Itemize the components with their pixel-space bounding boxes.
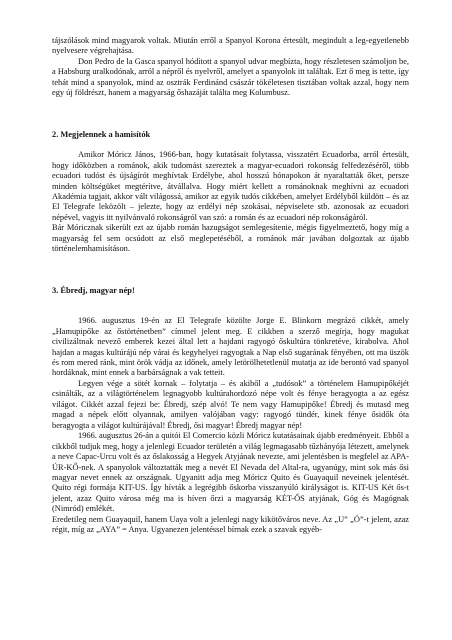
document-page (52, 36, 409, 536)
section-3-heading: 3. Ébredj, magyar nép! (52, 285, 135, 295)
section-3-paragraph-4: Eredetileg nem Guayaquil, hanem Uaya volt a jelenlegi nagy kikötőváros neve. Az „U” „Ó”-t jelent, azaz régit, míg az „AYA” = Anya. Ugyanezen jelentéssel bírnak ezek a szavak egyéb- (52, 514, 409, 535)
section-2-paragraph-1: Amikor Móricz János, 1966-ban, hogy kutatásait folytassa, visszatért Ecuadorba, arról értesült, hogy időközben a románok, akik tudomást szereztek a magyar-ecuadori rokonság felfedezéséről, több ecuadori tudóst és újságírót meghívtak Erdélybe, ahol hosszú hónapokon át nyaraltatták őket, persze minden költségüket megtérítve, átvállalva. Hogy miért kellett a románoknak meghívni az ecuadori Akadémia tagjait, akkor vált világossá, amikor az egyik tudós cikkében, amelyet Erdélyből küldött – és az El Telegrafe leközölt – jelezte, hogy az erdélyi nép szokásai, népviselete stb. azonosak az ecuadori népével, vagyis itt nyilvánvaló rokonságról van szó: a román és az ecuadori nép rokonságáról. (52, 150, 409, 222)
intro-paragraph-2: Don Pedro de la Gasca spanyol hódított a spanyol udvar megbízta, hogy részletesen számoljon be, a Habsburg uralkodónak, arról a népről és nyelvről, amelyet a spanyolok itt találtak. Ezt ő meg is tette, így tehát mind a spanyolok, mind az osztrák Ferdinánd császár tökéletesen tisztában voltak azzal, hogy nem egy új földrészt, hanem a magyarság őshazáját találta meg Kolumbusz. (52, 56, 409, 98)
section-3-paragraph-1: 1966. augusztus 19-én az El Telegrafe közölte Jorge E. Blinkorn megrázó cikkét, amely „Hamupipőke az őstörténetben” címmel jelent meg. E cikkben a szerző megírja, hogy magukat civilizáltnak nevező emberek kezei által lett a hajdani ragyogó őskultúra tönkretéve, kirabolva. Ahol hajdan a magas kultúrájú nép várai és kegyhelyei ragyogtak a Nap első sugarának fényében, ott ma üszök és rom mered ránk, mint örök vádja az időnek, amely letörölhetetlenül mutatja az ide berontó vad spanyol hordáknak, mint ennek a barbárságnak a vak tetteit. (52, 316, 409, 378)
intro-paragraph-1: tájszólások mind magyarok voltak. Miután erről a Spanyol Korona értesült, megindult a leg-egyetlenebb nyelvesere végrehajtása. (52, 36, 409, 56)
section-2-heading: 2. Megjelennek a hamisítók (52, 129, 151, 139)
spacer (52, 255, 409, 286)
section-3-paragraph-3: 1966. augusztus 26-án a quitói El Comercio közli Móricz kutatásainak újabb eredményeit. Ebből a cikkből tudjuk meg, hogy a jelenlegi Ecuador területén a világ legmagasabb tűzhányója létezett, amelynek a neve Capac-Urcu volt és az őslakosság a Hegyek Atyjának nevezte, ami jelentésben is megfelel az APA-ÚR-KŐ-nek. A spanyolok változtatták meg a nevét El Nevada del Altal-ra, ugyanúgy, mint sok más ősi magyar nevet ennek az országnak. Ugyanitt adja meg Móricz Quito és Guayaquil neveinek jelentését. Quito régi formája KIT-US. Így hívták a legrégibb őskorba visszanyúló királyságot is. KIT-US Két ős-t jelent, azaz Quito városa még ma is híven őrzi a magyarság KÉT-ŐS atyjának, Góg és Magógnak (Nimród) emlékét. (52, 431, 409, 514)
section-3-paragraph-2: Legyen vége a sötét kornak – folytatja – és akiből a „tudósok” a történelem Hamupipőkéjét csinálták, az a világtörténelem legnagyobb kultúrahordozó népe volt és fénye beragyogta a az egész világot. Cikkét azzal fejezi be: Ébredj, szép alvó! Te nem vagy Hamupipőke! Ébredj és mutasd meg magad a népek előtt olyannak, amilyen valójában vagy: ragyogó tündér, kinek fénye ősidők óta beragyogta a világot kultúrájával! Ébredj, ősi magyar! Ébredj magyar nép! (52, 378, 409, 430)
spacer (52, 99, 409, 130)
spacer (52, 140, 409, 150)
section-2-paragraph-2: Bár Móricznak sikerült ezt az újabb román hazugságot semlegesítenie, mégis figyelmeztető, hogy míg a magyarság fel sem ocsúdott az első meglepetéséből, a románok már javában dolgoztak az újabb történelemhamisításon. (52, 223, 409, 254)
spacer (52, 296, 409, 316)
